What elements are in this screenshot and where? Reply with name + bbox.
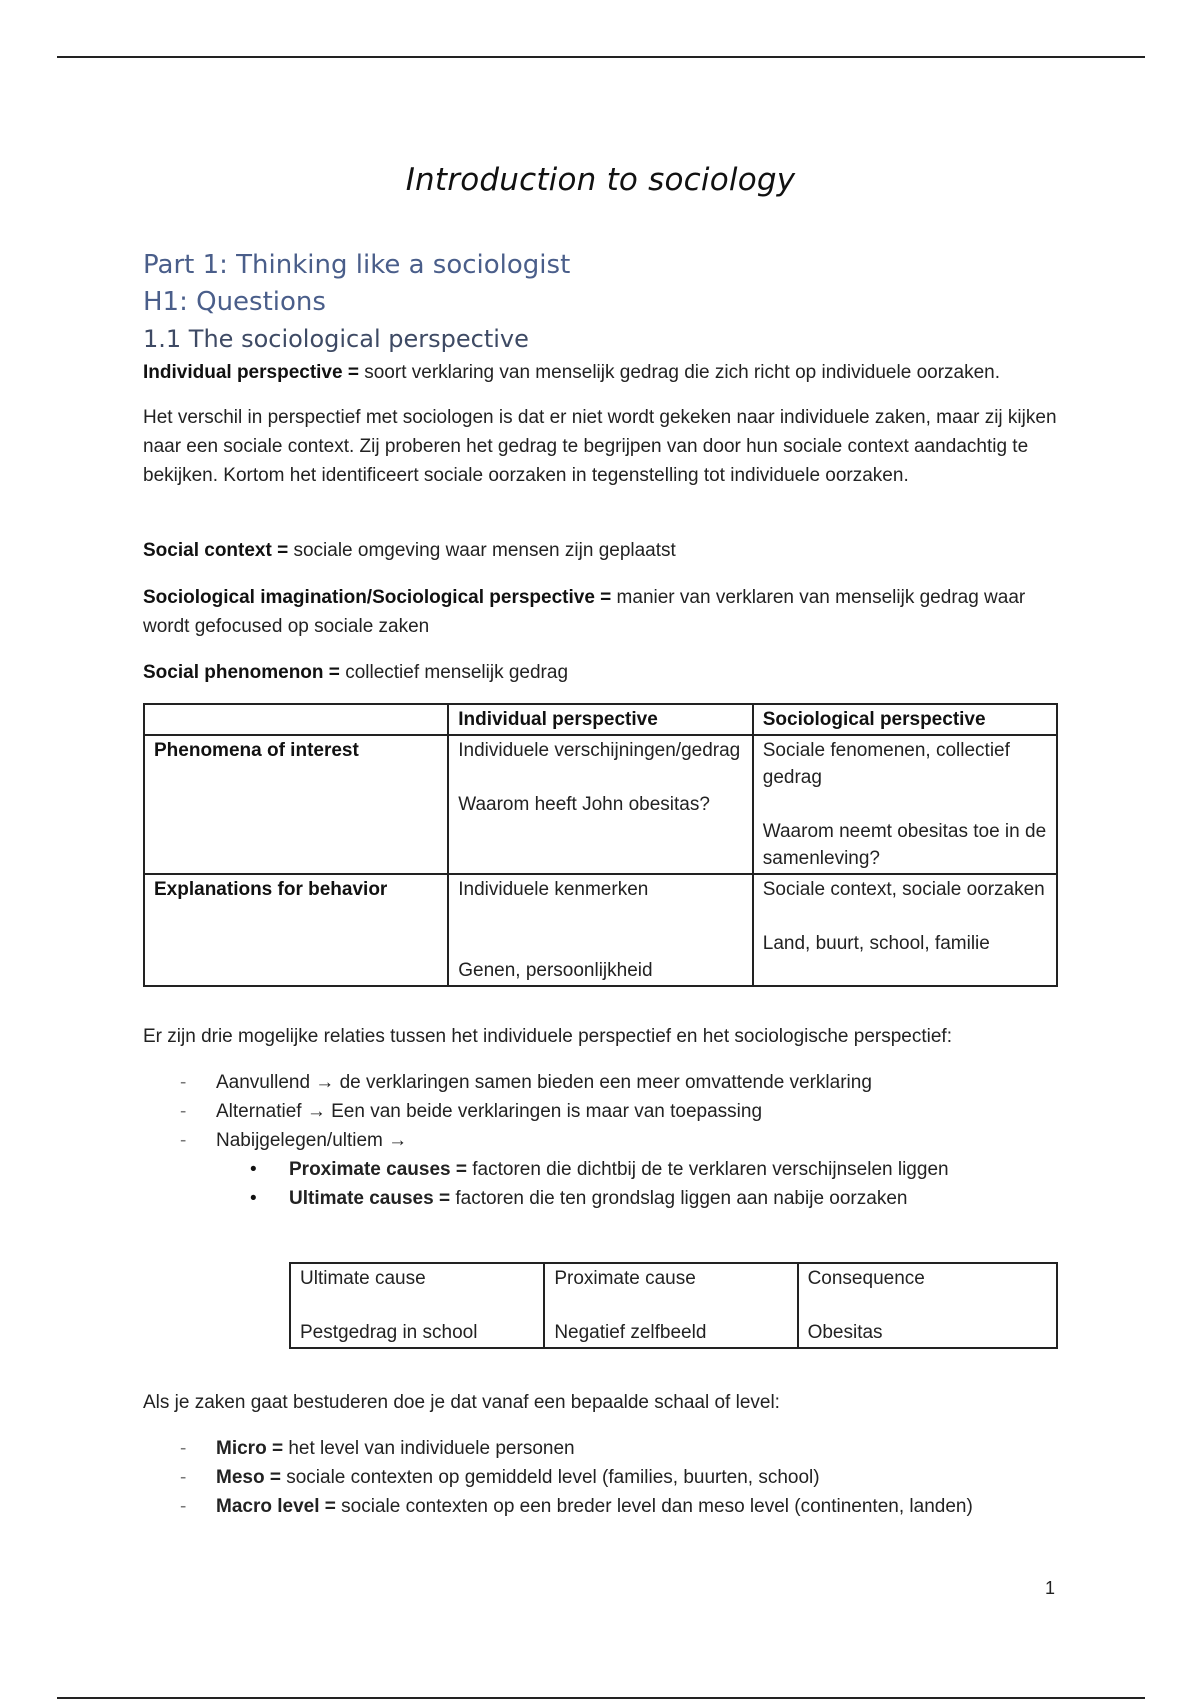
cell-example-text: Waarom neemt obesitas toe in de samenleving? xyxy=(762,821,1047,869)
table-cell xyxy=(544,1263,797,1348)
arrow-right-icon: → xyxy=(310,1072,340,1093)
heading-part: Part 1: Thinking like a sociologist xyxy=(143,250,571,280)
arrow-right-icon: → xyxy=(301,1101,332,1122)
cell-value-text: Negatief zelfbeeld xyxy=(554,1322,707,1343)
paragraph-difference: Het verschil in perspectief met sociologen is dat er niet wordt gekeken naar individuele zaken, maar zij kijken naar een sociale context. Zij proberen het gedrag te begrijpen van door hun sociale context aandachtig te bekijken. Kortom het identificeert sociale oorzaken in tegenstelling tot individuele oorzaken. xyxy=(143,407,1057,486)
cell-main-text: Sociale fenomenen, collectief gedrag xyxy=(762,740,1010,788)
perspective-comparison-table xyxy=(143,703,1058,987)
definition-separator: = xyxy=(323,662,346,683)
table-row xyxy=(144,735,1057,874)
cell-value-text: Pestgedrag in school xyxy=(300,1322,478,1343)
definition-text: collectief menselijk gedrag xyxy=(345,662,569,683)
list-item: - Nabijgelegen/ultiem → • Proximate causes = factoren die dichtbij de te verklaren verschijnselen liggen • Ultimate causes = factoren die ten grondslag liggen aan nabije oorzaken xyxy=(143,1126,1058,1213)
cell-header-text: Ultimate cause xyxy=(300,1268,426,1289)
table-cell xyxy=(753,735,1057,874)
definition-separator: = xyxy=(594,587,617,608)
dash-bullet-icon: - xyxy=(180,1496,187,1517)
relations-intro: Er zijn drie mogelijke relaties tussen het individuele perspectief en het sociologische perspectief: xyxy=(143,1026,952,1047)
table-header-cell: Sociological perspective xyxy=(753,704,1057,735)
dash-bullet-icon: - xyxy=(180,1438,187,1459)
definition-separator: = xyxy=(342,362,365,383)
table-row xyxy=(290,1263,1057,1348)
levels-list xyxy=(143,1434,1058,1521)
definition-individual-perspective xyxy=(143,358,1058,387)
dash-bullet-icon: - xyxy=(180,1101,187,1122)
cell-header-text: Proximate cause xyxy=(554,1268,696,1289)
list-item: - Aanvullend → de verklaringen samen bieden een meer omvattende verklaring xyxy=(143,1068,1058,1097)
table-cell xyxy=(798,1263,1057,1348)
heading-chapter: H1: Questions xyxy=(143,287,326,317)
document-title: Introduction to sociology xyxy=(405,162,796,198)
bullet-icon: • xyxy=(250,1188,257,1209)
list-item: • Ultimate causes = factoren die ten grondslag liggen aan nabije oorzaken xyxy=(216,1184,1058,1213)
levels-intro: Als je zaken gaat bestuderen doe je dat vanaf een bepaalde schaal of level: xyxy=(143,1392,780,1413)
cell-example-text: Waarom heeft John obesitas? xyxy=(458,794,710,815)
table-row xyxy=(144,874,1057,986)
list-item: - Meso = sociale contexten op gemiddeld level (families, buurten, school) xyxy=(143,1463,1058,1492)
cell-main-text: Individuele kenmerken xyxy=(458,879,649,900)
page-bottom-rule xyxy=(57,1697,1145,1699)
cell-example-text: Genen, persoonlijkheid xyxy=(458,960,653,981)
table-cell xyxy=(290,1263,544,1348)
list-item: - Alternatief → Een van beide verklaringen is maar van toepassing xyxy=(143,1097,1058,1126)
causes-list xyxy=(216,1155,1058,1213)
list-item: • Proximate causes = factoren die dichtbij de te verklaren verschijnselen liggen xyxy=(216,1155,1058,1184)
arrow-right-icon: → xyxy=(382,1130,408,1151)
dash-bullet-icon: - xyxy=(180,1072,187,1093)
table-header-cell xyxy=(144,704,448,735)
definition-term: Social phenomenon xyxy=(143,662,324,683)
cause-chain-table xyxy=(289,1262,1058,1349)
definition-text: manier van verklaren van menselijk gedrag waar wordt gefocused op sociale zaken xyxy=(143,587,1026,637)
heading-section: 1.1 The sociological perspective xyxy=(143,325,529,353)
definition-term: Social context xyxy=(143,540,272,561)
definition-social-phenomenon xyxy=(143,658,1058,687)
list-item: - Macro level = sociale contexten op een breder level dan meso level (continenten, landen) xyxy=(143,1492,1058,1521)
table-cell xyxy=(448,874,753,986)
page-number: 1 xyxy=(1045,1578,1056,1598)
definition-term: Individual perspective xyxy=(143,362,343,383)
cell-value-text: Obesitas xyxy=(807,1322,883,1343)
definition-sociological-imagination xyxy=(143,583,1058,641)
definition-separator: = xyxy=(271,540,294,561)
table-cell xyxy=(753,874,1057,986)
cell-header-text: Consequence xyxy=(807,1268,925,1289)
bullet-icon: • xyxy=(250,1159,257,1180)
dash-bullet-icon: - xyxy=(180,1467,187,1488)
definition-social-context xyxy=(143,536,1058,565)
definition-term: Sociological imagination/Sociological perspective xyxy=(143,587,595,608)
cell-main-text: Individuele verschijningen/gedrag xyxy=(458,740,741,761)
cell-example-text: Land, buurt, school, familie xyxy=(762,933,990,954)
dash-bullet-icon: - xyxy=(180,1130,187,1151)
relations-list xyxy=(143,1068,1058,1213)
definition-text: soort verklaring van menselijk gedrag die zich richt op individuele oorzaken. xyxy=(364,362,1001,383)
table-cell xyxy=(448,735,753,874)
list-item: - Micro = het level van individuele personen xyxy=(143,1434,1058,1463)
cell-main-text: Sociale context, sociale oorzaken xyxy=(762,879,1045,900)
page-top-rule xyxy=(57,56,1145,58)
definition-text: sociale omgeving waar mensen zijn geplaatst xyxy=(293,540,676,561)
table-row-label: Phenomena of interest xyxy=(144,735,448,874)
table-row-label: Explanations for behavior xyxy=(144,874,448,986)
table-header-cell: Individual perspective xyxy=(448,704,753,735)
table-header-row xyxy=(144,704,1057,735)
